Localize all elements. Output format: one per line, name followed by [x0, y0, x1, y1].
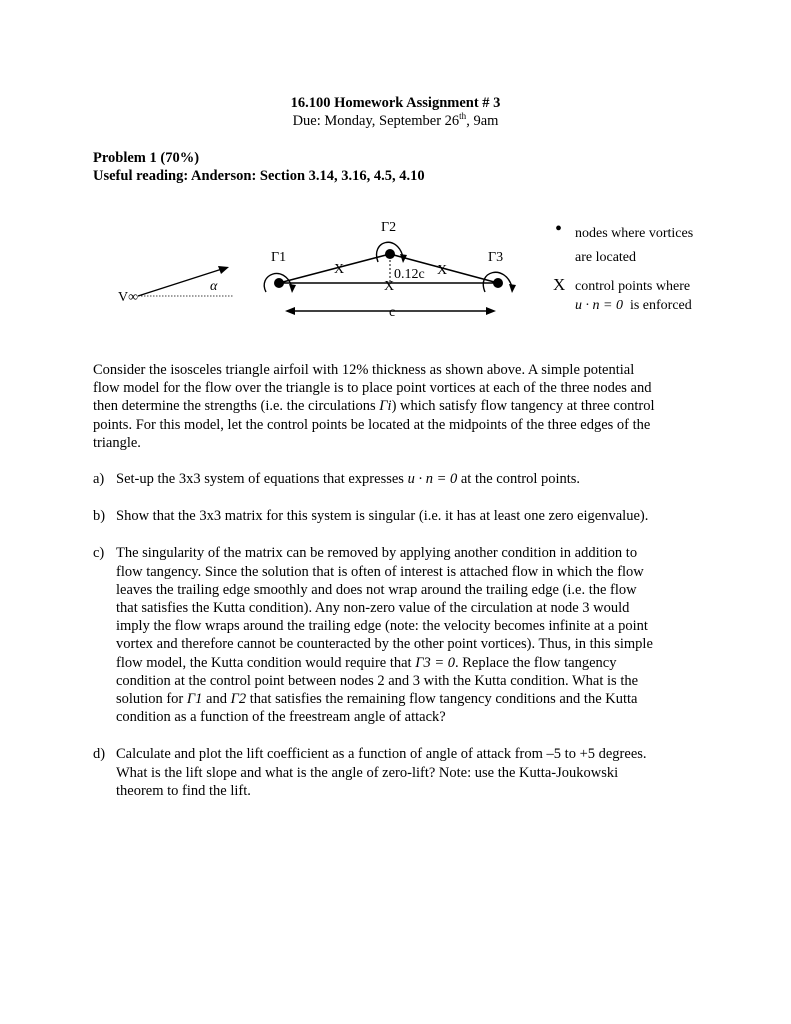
problem-parts	[93, 470, 713, 819]
kutta-equation: Γ3 = 0	[415, 654, 455, 671]
legend-dot-symbol: •	[555, 218, 563, 240]
part-a-pre: Set-up the 3x3 system of equations that expresses	[116, 471, 408, 487]
legend-tangency-equation: u · n = 0	[575, 298, 623, 313]
due-prefix: Due: Monday, September 26	[292, 113, 460, 129]
part-c-line: flow tangency. Since the solution that is often of interest is attached flow in which the flow	[116, 563, 644, 580]
due-superscript: th	[459, 111, 467, 122]
part-c-l9-pre: solution for	[116, 691, 187, 708]
part-c-l7-post: . Replace the flow tangency	[455, 654, 617, 671]
intro-paragraph	[93, 361, 703, 452]
gamma-2-label: Γ2	[381, 220, 397, 235]
legend-nodes	[555, 218, 694, 267]
intro-line	[93, 397, 703, 415]
part-c-line: vortex and therefore cannot be counteracted by the other point vortices). Thus, in this simple	[116, 636, 653, 653]
due-suffix: , 9am	[466, 113, 499, 129]
legend-control-line2-text: is enforced	[629, 298, 692, 313]
circulation-arrowhead-1	[289, 284, 296, 293]
part-b-label: b)	[93, 508, 106, 525]
part-c-line: The singularity of the matrix can be removed by applying another condition in addition to	[116, 545, 638, 562]
useful-reading: Useful reading: Anderson: Section 3.14, 3.16, 4.5, 4.10	[93, 168, 425, 184]
circulation-arrowhead-3	[509, 284, 516, 293]
part-a-post: at the control points.	[460, 471, 581, 487]
part-c-line: condition as a function of the freestream angle of attack?	[116, 709, 446, 726]
chord-arrowhead-left	[285, 307, 295, 315]
control-point-1: X	[334, 262, 345, 277]
part-c-line	[116, 654, 713, 672]
part-c-label: c)	[93, 545, 105, 562]
assignment-title: 16.100 Homework Assignment # 3	[290, 95, 501, 111]
part-d-line: Calculate and plot the lift coefficient as a function of angle of attack from –5 to +5 degrees.	[116, 746, 647, 763]
part-a-label: a)	[93, 471, 105, 487]
due-date	[0, 112, 791, 130]
part-d-label: d)	[93, 746, 106, 763]
chord-label: c	[389, 305, 396, 320]
gamma-1-label: Γ1	[271, 250, 287, 265]
part-c-l7-pre: flow model, the Kutta condition would require that	[116, 654, 416, 671]
legend-control-points	[555, 277, 693, 315]
node-3	[493, 278, 503, 288]
part-c-l9-post: that satisfies the remaining flow tangency conditions and the Kutta	[246, 691, 638, 708]
chord-arrowhead-right	[486, 307, 496, 315]
part-b	[93, 507, 713, 525]
problem-heading-block	[93, 149, 425, 185]
part-c-line: leaves the trailing edge smoothly and does not wrap around the trailing edge (i.e. the flow	[116, 581, 637, 598]
legend-control-line2	[575, 296, 693, 315]
intro-line: Consider the isosceles triangle airfoil with 12% thickness as shown above. A simple potential	[93, 362, 635, 378]
part-c-line	[116, 690, 713, 708]
part-b-text: Show that the 3x3 matrix for this system is singular (i.e. it has at least one zero eigenvalue).	[116, 508, 649, 525]
gamma-3-label: Γ3	[488, 250, 504, 265]
problem-heading: Problem 1 (70%)	[93, 150, 200, 166]
legend-nodes-line2: are located	[575, 250, 637, 265]
part-d-line: theorem to find the lift.	[116, 782, 251, 799]
control-point-2: X	[384, 279, 395, 294]
intro-line3-post: ) which satisfy flow tangency at three control	[391, 398, 655, 415]
legend-nodes-line1: nodes where vortices	[575, 226, 694, 241]
part-a	[93, 470, 713, 488]
part-c-line: condition at the control point between nodes 2 and 3 with the Kutta condition. What is the	[116, 672, 639, 689]
intro-line: triangle.	[93, 434, 141, 451]
freestream-label: V∞	[118, 290, 139, 305]
figure-legend	[553, 218, 694, 315]
thickness-label: 0.12c	[394, 267, 425, 282]
gamma-2-symbol: Γ2	[230, 691, 247, 708]
part-c-line: imply the flow wraps around the trailing edge (note: the velocity becomes infinite at a point	[116, 618, 648, 635]
part-c-l9-and: and	[202, 691, 231, 708]
part-d-line: What is the lift slope and what is the angle of zero-lift? Note: use the Kutta-Joukowski	[116, 764, 619, 781]
gamma-1-symbol: Γ1	[186, 691, 203, 708]
part-c-line: that satisfies the Kutta condition). Any non-zero value of the circulation at node 3 would	[116, 600, 630, 617]
part-d	[93, 745, 713, 800]
gamma-i-symbol: Γi	[379, 398, 392, 415]
intro-line3-pre: then determine the strengths (i.e. the circulations	[93, 398, 380, 415]
part-c	[93, 544, 713, 726]
header	[0, 94, 791, 130]
legend-x-symbol: X	[553, 275, 566, 294]
node-2	[385, 249, 395, 259]
node-1	[274, 278, 284, 288]
control-point-3: X	[437, 263, 448, 278]
alpha-label: α	[210, 279, 218, 294]
intro-line: flow model for the flow over the triangle is to place point vortices at each of the three nodes and	[93, 380, 652, 397]
intro-line: points. For this model, let the control points be located at the midpoints of the three edges of the	[93, 416, 651, 433]
legend-control-line1: control points where	[575, 279, 691, 294]
freestream-arrowhead	[218, 266, 229, 274]
part-a-equation: u · n = 0	[407, 471, 458, 487]
